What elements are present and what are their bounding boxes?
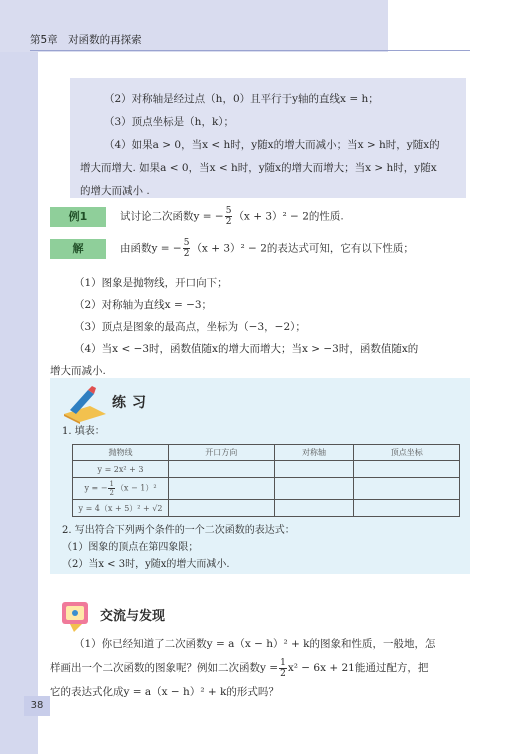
table-row — [73, 478, 460, 500]
example-text-post: （x + 3）² − 2的性质. — [233, 210, 344, 223]
property-line-4c: 的增大而减小 . — [80, 185, 150, 197]
table-cell-expr-1: y = 2x² + 3 — [73, 461, 169, 478]
left-margin-bar — [0, 52, 38, 754]
solution-body — [50, 272, 470, 382]
example-text-pre: 试讨论二次函数y = − — [120, 210, 224, 223]
practice-q1: 1. 填表： — [62, 426, 105, 437]
table-cell-blank[interactable] — [354, 461, 460, 478]
row2-pre: y = − — [84, 483, 108, 493]
table-cell-blank[interactable] — [274, 500, 354, 517]
practice-title: 练习 — [112, 395, 152, 411]
example-frac-den: 2 — [225, 217, 232, 227]
solution-p4a: （4）当x < −3时，函数值随x的增大而增大；当x > −3时，函数值随x的 — [74, 343, 419, 355]
property-line-2: （2）对称轴是经过点（h，0）且平行于y轴的直线x = h； — [104, 93, 379, 105]
practice-box — [50, 378, 470, 574]
header-divider — [30, 50, 470, 51]
solution-frac-den: 2 — [183, 249, 190, 259]
solution-text-post: （x + 3）² − 2的表达式可知，它有以下性质； — [191, 242, 414, 255]
practice-q2: 2. 写出符合下列两个条件的一个二次函数的表达式： — [62, 525, 295, 536]
chapter-title: 第5章 对函数的再探索 — [30, 34, 142, 46]
pencil-book-icon — [60, 384, 110, 424]
property-line-3: （3）顶点坐标是（h，k）； — [104, 116, 235, 128]
discussion-icon — [60, 600, 96, 634]
table-cell-blank[interactable] — [354, 478, 460, 500]
solution-frac-num: 5 — [183, 238, 190, 248]
solution-fraction — [183, 238, 191, 259]
solution-p4b: 增大而减小. — [50, 365, 106, 377]
table-cell-blank[interactable] — [274, 478, 354, 500]
discuss-body — [50, 632, 470, 704]
practice-q2-1: （1）图象的顶点在第四象限； — [62, 542, 199, 553]
discuss-line-2-pre: 样画出一个二次函数的图象呢？例如二次函数y = — [50, 662, 279, 674]
discuss-line-1: （1）你已经知道了二次函数y = a（x − h）² + k的图象和性质，一般地，怎 — [74, 638, 436, 650]
table-header-opening: 开口方向 — [169, 445, 275, 461]
table-header-row — [73, 445, 460, 461]
example-tag: 例1 — [50, 207, 106, 227]
discuss-line-2-post: x² − 6x + 21能通过配方，把 — [287, 662, 429, 674]
table-cell-blank[interactable] — [169, 461, 275, 478]
practice-q2-2: （2）当x < 3时，y随x的增大而减小. — [62, 559, 230, 570]
page-number: 38 — [24, 696, 50, 716]
row2-frac-num: 1 — [109, 480, 114, 488]
discuss-title: 交流与发现 — [100, 609, 166, 624]
property-line-4b: 增大而增大. 如果a < 0，当x < h时，y随x的增大而增大；当x > h时，y随x — [80, 162, 437, 174]
example-frac-num: 5 — [225, 206, 232, 216]
discuss-fraction — [279, 658, 287, 679]
discuss-frac-den: 2 — [280, 668, 286, 679]
discuss-frac-num: 1 — [280, 657, 286, 668]
fill-table — [72, 444, 460, 517]
property-line-4a: （4）如果a > 0，当x < h时，y随x的增大而减小；当x > h时，y随x的 — [104, 139, 440, 151]
table-header-parabola: 抛物线 — [73, 445, 169, 461]
row2-post: （x − 1）² — [115, 483, 157, 493]
solution-p1: （1）图象是抛物线，开口向下； — [74, 277, 228, 289]
row2-fraction — [108, 480, 114, 497]
solution-row — [50, 238, 414, 259]
solution-tag: 解 — [50, 239, 106, 259]
example-fraction — [225, 206, 233, 227]
table-cell-blank[interactable] — [169, 478, 275, 500]
solution-p2: （2）对称轴为直线x = −3； — [74, 299, 213, 311]
solution-text-pre: 由函数y = − — [120, 242, 182, 255]
discuss-line-3: 它的表达式化成y = a（x − h）² + k的形式吗？ — [50, 686, 279, 698]
table-cell-expr-2 — [73, 478, 169, 500]
solution-p3: （3）顶点是图象的最高点，坐标为（−3，−2）； — [74, 321, 306, 333]
table-cell-blank[interactable] — [354, 500, 460, 517]
table-row — [73, 500, 460, 517]
properties-box — [70, 78, 466, 198]
table-header-axis: 对称轴 — [274, 445, 354, 461]
table-cell-blank[interactable] — [169, 500, 275, 517]
practice-q2-block — [62, 522, 295, 573]
table-header-vertex: 顶点坐标 — [354, 445, 460, 461]
table-row — [73, 461, 460, 478]
row2-frac-den: 2 — [109, 489, 114, 497]
discuss-line-2 — [50, 656, 470, 680]
table-cell-expr-3: y = 4（x + 5）² + √2 — [73, 500, 169, 517]
table-cell-blank[interactable] — [274, 461, 354, 478]
example-row — [50, 206, 344, 227]
